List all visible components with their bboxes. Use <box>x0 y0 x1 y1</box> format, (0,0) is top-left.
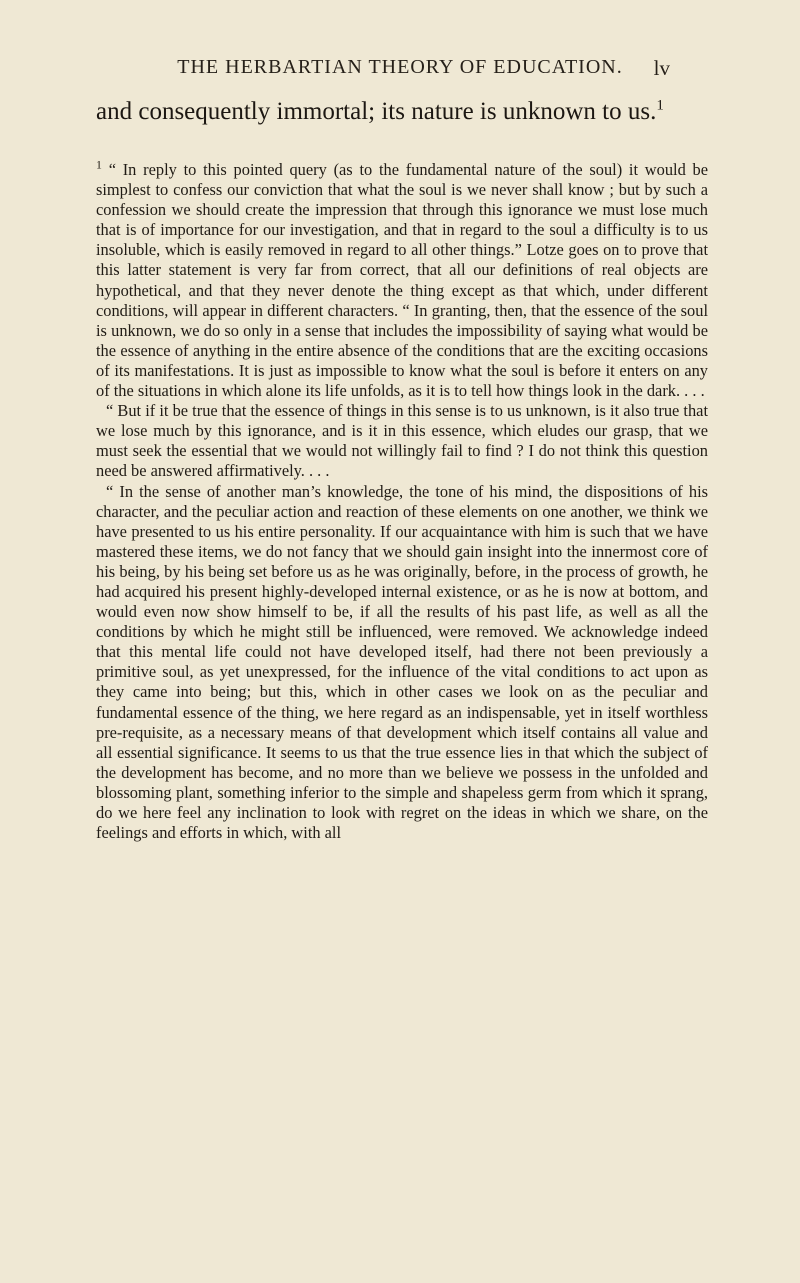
page-number: lv <box>653 56 670 80</box>
lead-sentence: and consequently immortal; its nature is unknown to us. <box>96 98 657 125</box>
footnote-paragraph: “ But if it be true that the essence of things in this sense is to us unknown, is it also true that we lose much by this ignorance, and is it in this essence, which eludes our grasp, that we must seek the essential that we would not willingly fail to find ? I do not think this question need be answered affirmatively. . . . <box>96 401 708 481</box>
footnote-marker: 1 <box>96 157 102 172</box>
footnote <box>96 157 709 843</box>
footnote-text: “ In reply to this pointed query (as to the fundamental nature of the soul) it would be simplest to confess our conviction that what the soul is we never shall know ; but by such a confession we should create the impression that through this ignorance we must lose much that is of importance for our investigation, and that in regard to the soul a difficulty is to us insoluble, which is easily removed in regard to all other things.” Lotze goes on to prove that this latter statement is very far from correct, that all our definitions of real objects are hypothetical, and that they never denote the thing except as that which, under different conditions, will appear in different characters. “ In granting, then, that the essence of the soul is unknown, we do so only in a sense that includes the impossibility of saying what would be the essence of anything in the entire absence of the conditions that are the exciting occasions of its manifestations. It is just as impossible to know what the soul is before it enters on any of the situations in which alone its life unfolds, as it is to tell how things look in the dark. . . . <box>96 160 709 401</box>
footnote-reference: 1 <box>656 97 664 114</box>
running-title: THE HERBARTIAN THEORY OF EDUCATION. <box>177 56 623 78</box>
body-text <box>96 98 708 126</box>
footnote-paragraph <box>96 157 709 401</box>
running-header <box>0 56 800 86</box>
footnote-paragraph: “ In the sense of another man’s knowledge, the tone of his mind, the dispositions of his character, and the peculiar action and reaction of these elements on one another, we think we have presented to us his entire personality. If our acquaintance with him is such that we have mastered these items, we do not fancy that we should gain insight into the innermost core of his being, by his being set before us as he was originally, before, in the process of growth, he had acquired his present highly-developed internal existence, or as he is now at bottom, and would even now show himself to be, if all the results of his past life, as well as all the conditions by which he might still be influenced, were removed. We acknowledge indeed that this mental life could not have developed itself, had there not been previously a primitive soul, as yet unexpressed, for the influence of the vital conditions to act upon as they came into being; but this, which in other cases we look on as the peculiar and fundamental essence of the thing, we here regard as an indispensable, yet in itself worthless pre-requisite, as a necessary means of that development which itself contains all value and all essential significance. It seems to us that the true essence lies in that which the subject of the development has become, and no more than we believe we possess in the unfolded and blossoming plant, something inferior to the simple and shapeless germ from which it sprang, do we here feel any inclination to look with regret on the ideas in which we share, on the feelings and efforts in which, with all <box>96 481 708 843</box>
